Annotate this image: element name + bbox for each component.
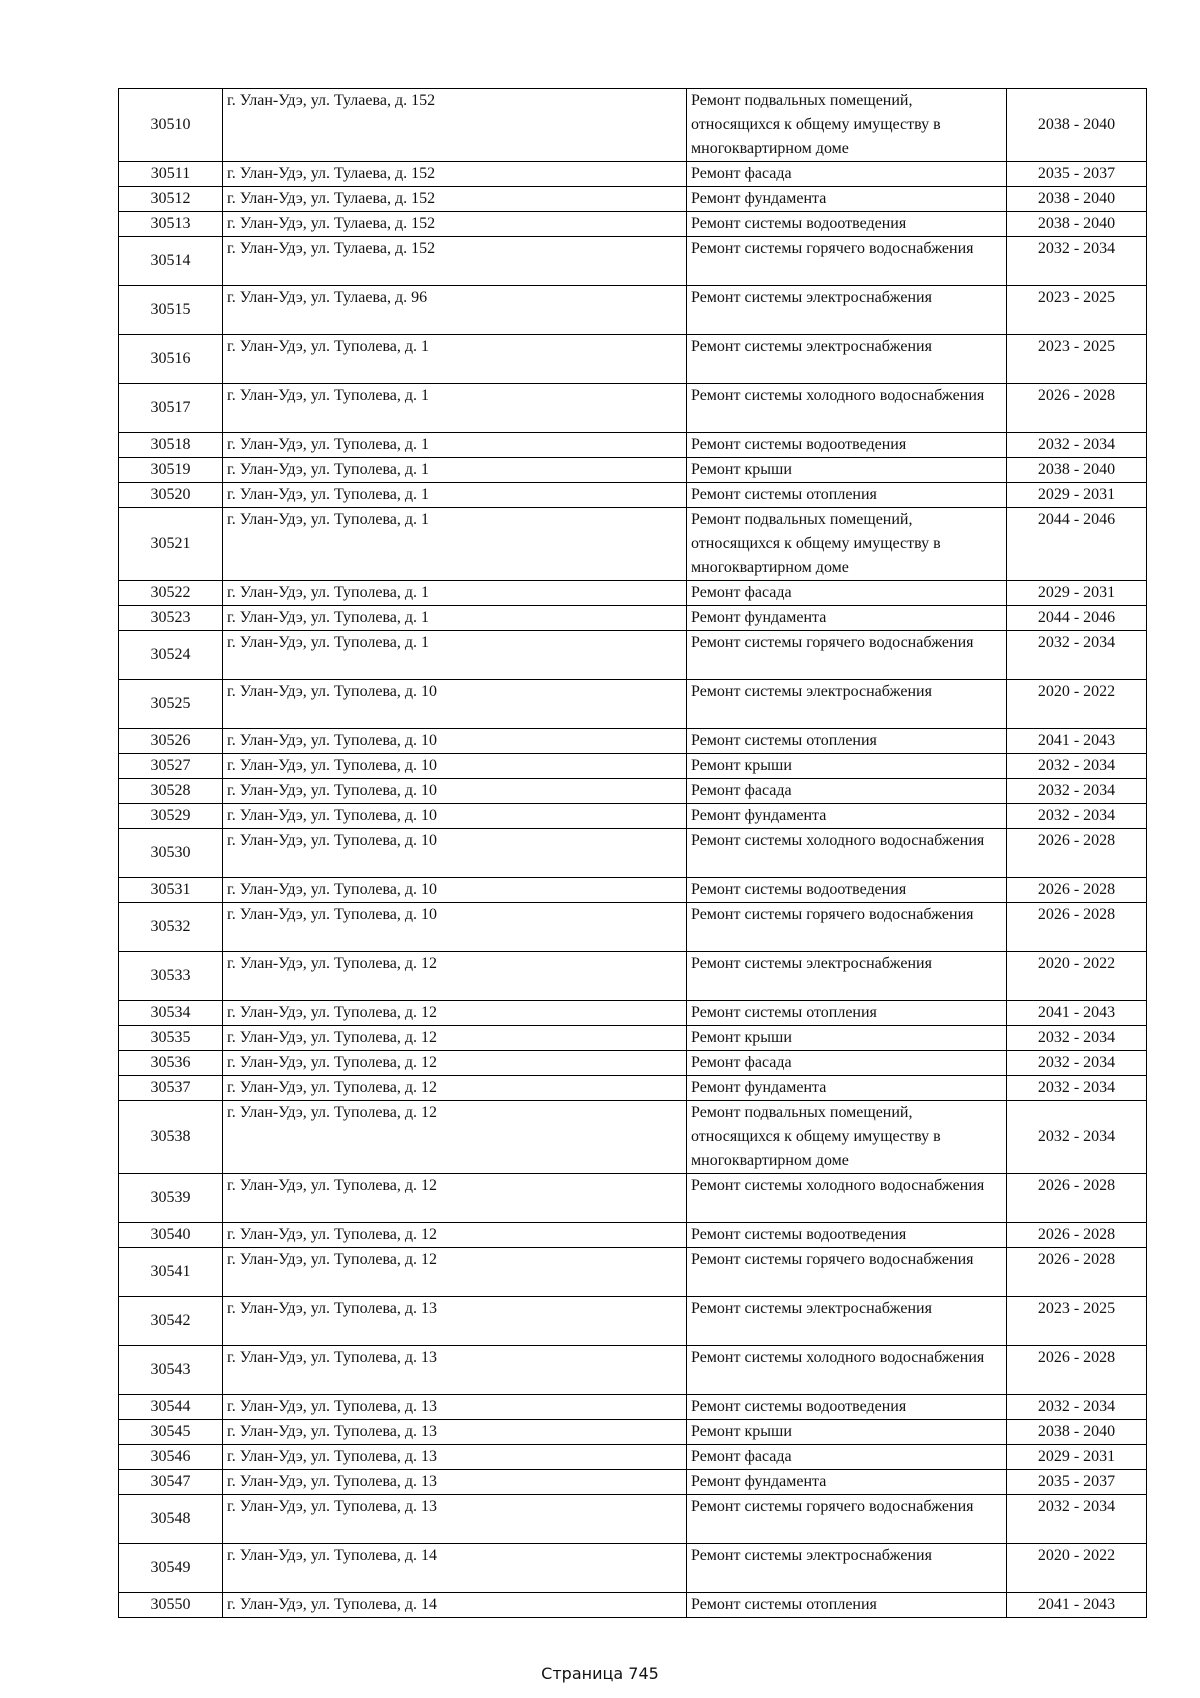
row-work-cell: Ремонт системы холодного водоснабжения <box>687 384 1007 433</box>
row-address-cell: г. Улан-Удэ, ул. Туполева, д. 10 <box>223 754 687 779</box>
table-row <box>119 1495 1147 1544</box>
table-row <box>119 1470 1147 1495</box>
table-row <box>119 754 1147 779</box>
row-period-cell: 2032 - 2034 <box>1007 1051 1147 1076</box>
table-row <box>119 903 1147 952</box>
row-id-cell: 30545 <box>119 1420 223 1445</box>
row-work-cell: Ремонт системы электроснабжения <box>687 286 1007 335</box>
row-period-cell: 2023 - 2025 <box>1007 335 1147 384</box>
row-address-cell: г. Улан-Удэ, ул. Тулаева, д. 152 <box>223 212 687 237</box>
row-address-cell: г. Улан-Удэ, ул. Туполева, д. 10 <box>223 729 687 754</box>
row-work-cell: Ремонт системы горячего водоснабжения <box>687 903 1007 952</box>
row-period-cell: 2026 - 2028 <box>1007 878 1147 903</box>
row-id-cell: 30514 <box>119 237 223 286</box>
row-id-cell: 30522 <box>119 581 223 606</box>
row-address-cell: г. Улан-Удэ, ул. Тулаева, д. 152 <box>223 187 687 212</box>
table-row <box>119 237 1147 286</box>
row-period-cell: 2032 - 2034 <box>1007 1026 1147 1051</box>
row-id-cell: 30533 <box>119 952 223 1001</box>
row-work-cell: Ремонт системы электроснабжения <box>687 335 1007 384</box>
table-row <box>119 458 1147 483</box>
row-work-cell: Ремонт системы отопления <box>687 1593 1007 1618</box>
row-work-cell: Ремонт фасада <box>687 581 1007 606</box>
row-work-cell: Ремонт системы водоотведения <box>687 433 1007 458</box>
row-period-cell: 2029 - 2031 <box>1007 1445 1147 1470</box>
row-work-cell: Ремонт системы холодного водоснабжения <box>687 829 1007 878</box>
row-period-cell: 2029 - 2031 <box>1007 581 1147 606</box>
row-address-cell: г. Улан-Удэ, ул. Тулаева, д. 152 <box>223 89 687 162</box>
row-work-cell: Ремонт системы электроснабжения <box>687 1297 1007 1346</box>
table-row <box>119 878 1147 903</box>
row-id-cell: 30550 <box>119 1593 223 1618</box>
table-row <box>119 483 1147 508</box>
table-row <box>119 1544 1147 1593</box>
row-period-cell: 2032 - 2034 <box>1007 237 1147 286</box>
row-period-cell: 2026 - 2028 <box>1007 829 1147 878</box>
row-id-cell: 30546 <box>119 1445 223 1470</box>
row-id-cell: 30549 <box>119 1544 223 1593</box>
row-id-cell: 30528 <box>119 779 223 804</box>
row-id-cell: 30510 <box>119 89 223 162</box>
row-address-cell: г. Улан-Удэ, ул. Туполева, д. 1 <box>223 581 687 606</box>
row-address-cell: г. Улан-Удэ, ул. Туполева, д. 12 <box>223 1101 687 1174</box>
row-work-cell: Ремонт системы водоотведения <box>687 1223 1007 1248</box>
row-work-cell: Ремонт системы водоотведения <box>687 878 1007 903</box>
row-period-cell: 2041 - 2043 <box>1007 1001 1147 1026</box>
table-row <box>119 1445 1147 1470</box>
table-row <box>119 829 1147 878</box>
table-row <box>119 1174 1147 1223</box>
row-work-cell: Ремонт системы электроснабжения <box>687 1544 1007 1593</box>
row-period-cell: 2038 - 2040 <box>1007 212 1147 237</box>
row-id-cell: 30523 <box>119 606 223 631</box>
row-id-cell: 30535 <box>119 1026 223 1051</box>
row-address-cell: г. Улан-Удэ, ул. Туполева, д. 14 <box>223 1544 687 1593</box>
row-id-cell: 30527 <box>119 754 223 779</box>
row-period-cell: 2032 - 2034 <box>1007 1395 1147 1420</box>
row-period-cell: 2032 - 2034 <box>1007 1495 1147 1544</box>
row-id-cell: 30511 <box>119 162 223 187</box>
row-period-cell: 2044 - 2046 <box>1007 606 1147 631</box>
row-id-cell: 30530 <box>119 829 223 878</box>
table-row <box>119 631 1147 680</box>
row-work-cell: Ремонт фундамента <box>687 606 1007 631</box>
row-work-cell: Ремонт системы водоотведения <box>687 1395 1007 1420</box>
row-work-cell: Ремонт системы электроснабжения <box>687 952 1007 1001</box>
row-address-cell: г. Улан-Удэ, ул. Туполева, д. 1 <box>223 631 687 680</box>
row-period-cell: 2032 - 2034 <box>1007 433 1147 458</box>
row-address-cell: г. Улан-Удэ, ул. Туполева, д. 1 <box>223 384 687 433</box>
row-address-cell: г. Улан-Удэ, ул. Туполева, д. 10 <box>223 903 687 952</box>
row-address-cell: г. Улан-Удэ, ул. Туполева, д. 12 <box>223 1174 687 1223</box>
row-id-cell: 30515 <box>119 286 223 335</box>
table-row <box>119 1395 1147 1420</box>
row-period-cell: 2041 - 2043 <box>1007 729 1147 754</box>
row-period-cell: 2032 - 2034 <box>1007 804 1147 829</box>
row-id-cell: 30518 <box>119 433 223 458</box>
table-row <box>119 1346 1147 1395</box>
row-address-cell: г. Улан-Удэ, ул. Туполева, д. 1 <box>223 483 687 508</box>
row-id-cell: 30516 <box>119 335 223 384</box>
table-row <box>119 729 1147 754</box>
row-id-cell: 30513 <box>119 212 223 237</box>
row-id-cell: 30544 <box>119 1395 223 1420</box>
row-address-cell: г. Улан-Удэ, ул. Туполева, д. 10 <box>223 829 687 878</box>
row-address-cell: г. Улан-Удэ, ул. Туполева, д. 12 <box>223 952 687 1001</box>
row-work-cell: Ремонт фасада <box>687 1051 1007 1076</box>
row-id-cell: 30519 <box>119 458 223 483</box>
row-period-cell: 2038 - 2040 <box>1007 89 1147 162</box>
row-id-cell: 30541 <box>119 1248 223 1297</box>
row-work-cell: Ремонт подвальных помещений, относящихся к общему имуществу в многоквартирном доме <box>687 508 1007 581</box>
row-work-cell: Ремонт системы водоотведения <box>687 212 1007 237</box>
row-id-cell: 30532 <box>119 903 223 952</box>
row-period-cell: 2044 - 2046 <box>1007 508 1147 581</box>
row-period-cell: 2023 - 2025 <box>1007 286 1147 335</box>
row-period-cell: 2032 - 2034 <box>1007 754 1147 779</box>
row-work-cell: Ремонт системы отопления <box>687 729 1007 754</box>
row-id-cell: 30524 <box>119 631 223 680</box>
row-id-cell: 30534 <box>119 1001 223 1026</box>
row-id-cell: 30517 <box>119 384 223 433</box>
row-id-cell: 30538 <box>119 1101 223 1174</box>
row-address-cell: г. Улан-Удэ, ул. Туполева, д. 13 <box>223 1420 687 1445</box>
row-period-cell: 2020 - 2022 <box>1007 952 1147 1001</box>
row-period-cell: 2026 - 2028 <box>1007 1346 1147 1395</box>
row-work-cell: Ремонт крыши <box>687 1026 1007 1051</box>
row-period-cell: 2038 - 2040 <box>1007 1420 1147 1445</box>
row-id-cell: 30536 <box>119 1051 223 1076</box>
row-address-cell: г. Улан-Удэ, ул. Тулаева, д. 96 <box>223 286 687 335</box>
table-row <box>119 162 1147 187</box>
row-period-cell: 2026 - 2028 <box>1007 1248 1147 1297</box>
row-address-cell: г. Улан-Удэ, ул. Туполева, д. 10 <box>223 804 687 829</box>
row-address-cell: г. Улан-Удэ, ул. Туполева, д. 13 <box>223 1470 687 1495</box>
row-address-cell: г. Улан-Удэ, ул. Туполева, д. 12 <box>223 1076 687 1101</box>
row-address-cell: г. Улан-Удэ, ул. Туполева, д. 13 <box>223 1297 687 1346</box>
table-row <box>119 952 1147 1001</box>
row-work-cell: Ремонт подвальных помещений, относящихся к общему имуществу в многоквартирном доме <box>687 1101 1007 1174</box>
row-address-cell: г. Улан-Удэ, ул. Туполева, д. 12 <box>223 1223 687 1248</box>
table-row <box>119 1051 1147 1076</box>
table-row <box>119 680 1147 729</box>
row-work-cell: Ремонт системы горячего водоснабжения <box>687 1495 1007 1544</box>
page-number: Страница 745 <box>541 1664 659 1683</box>
row-address-cell: г. Улан-Удэ, ул. Туполева, д. 1 <box>223 433 687 458</box>
row-address-cell: г. Улан-Удэ, ул. Туполева, д. 1 <box>223 508 687 581</box>
row-work-cell: Ремонт фундамента <box>687 1470 1007 1495</box>
table-row <box>119 1223 1147 1248</box>
row-work-cell: Ремонт системы горячего водоснабжения <box>687 631 1007 680</box>
row-address-cell: г. Улан-Удэ, ул. Тулаева, д. 152 <box>223 237 687 286</box>
row-address-cell: г. Улан-Удэ, ул. Туполева, д. 10 <box>223 680 687 729</box>
row-work-cell: Ремонт системы горячего водоснабжения <box>687 237 1007 286</box>
row-work-cell: Ремонт системы холодного водоснабжения <box>687 1174 1007 1223</box>
table-row <box>119 335 1147 384</box>
row-period-cell: 2032 - 2034 <box>1007 631 1147 680</box>
row-period-cell: 2041 - 2043 <box>1007 1593 1147 1618</box>
row-id-cell: 30539 <box>119 1174 223 1223</box>
row-id-cell: 30547 <box>119 1470 223 1495</box>
row-work-cell: Ремонт крыши <box>687 458 1007 483</box>
row-work-cell: Ремонт системы горячего водоснабжения <box>687 1248 1007 1297</box>
document-table-area <box>118 88 1147 1618</box>
row-work-cell: Ремонт фундамента <box>687 187 1007 212</box>
row-id-cell: 30531 <box>119 878 223 903</box>
row-work-cell: Ремонт крыши <box>687 1420 1007 1445</box>
row-period-cell: 2032 - 2034 <box>1007 1076 1147 1101</box>
row-id-cell: 30548 <box>119 1495 223 1544</box>
row-work-cell: Ремонт подвальных помещений, относящихся к общему имуществу в многоквартирном доме <box>687 89 1007 162</box>
table-row <box>119 89 1147 162</box>
table-row <box>119 384 1147 433</box>
row-period-cell: 2038 - 2040 <box>1007 187 1147 212</box>
row-address-cell: г. Улан-Удэ, ул. Туполева, д. 12 <box>223 1248 687 1297</box>
row-address-cell: г. Улан-Удэ, ул. Туполева, д. 12 <box>223 1026 687 1051</box>
row-address-cell: г. Улан-Удэ, ул. Туполева, д. 1 <box>223 335 687 384</box>
table-body <box>119 89 1147 1618</box>
row-period-cell: 2023 - 2025 <box>1007 1297 1147 1346</box>
row-work-cell: Ремонт фундамента <box>687 804 1007 829</box>
row-work-cell: Ремонт системы холодного водоснабжения <box>687 1346 1007 1395</box>
row-period-cell: 2020 - 2022 <box>1007 1544 1147 1593</box>
row-id-cell: 30521 <box>119 508 223 581</box>
row-period-cell: 2026 - 2028 <box>1007 1223 1147 1248</box>
row-id-cell: 30520 <box>119 483 223 508</box>
table-row <box>119 1593 1147 1618</box>
row-address-cell: г. Улан-Удэ, ул. Туполева, д. 10 <box>223 878 687 903</box>
row-address-cell: г. Улан-Удэ, ул. Туполева, д. 13 <box>223 1495 687 1544</box>
row-work-cell: Ремонт фасада <box>687 779 1007 804</box>
row-address-cell: г. Улан-Удэ, ул. Туполева, д. 1 <box>223 458 687 483</box>
table-row <box>119 779 1147 804</box>
table-row <box>119 1248 1147 1297</box>
table-row <box>119 1001 1147 1026</box>
row-period-cell: 2026 - 2028 <box>1007 903 1147 952</box>
row-work-cell: Ремонт фасада <box>687 1445 1007 1470</box>
row-work-cell: Ремонт крыши <box>687 754 1007 779</box>
table-row <box>119 433 1147 458</box>
row-address-cell: г. Улан-Удэ, ул. Туполева, д. 13 <box>223 1346 687 1395</box>
row-work-cell: Ремонт системы электроснабжения <box>687 680 1007 729</box>
row-id-cell: 30526 <box>119 729 223 754</box>
row-period-cell: 2032 - 2034 <box>1007 779 1147 804</box>
row-address-cell: г. Улан-Удэ, ул. Туполева, д. 10 <box>223 779 687 804</box>
table-row <box>119 1297 1147 1346</box>
table-row <box>119 606 1147 631</box>
table-row <box>119 1026 1147 1051</box>
row-id-cell: 30543 <box>119 1346 223 1395</box>
row-period-cell: 2026 - 2028 <box>1007 384 1147 433</box>
row-period-cell: 2035 - 2037 <box>1007 1470 1147 1495</box>
row-period-cell: 2026 - 2028 <box>1007 1174 1147 1223</box>
table-row <box>119 212 1147 237</box>
row-period-cell: 2038 - 2040 <box>1007 458 1147 483</box>
row-work-cell: Ремонт системы отопления <box>687 1001 1007 1026</box>
table-row <box>119 508 1147 581</box>
row-period-cell: 2029 - 2031 <box>1007 483 1147 508</box>
table-row <box>119 804 1147 829</box>
row-period-cell: 2032 - 2034 <box>1007 1101 1147 1174</box>
row-id-cell: 30525 <box>119 680 223 729</box>
capital-repair-table <box>118 88 1147 1618</box>
row-address-cell: г. Улан-Удэ, ул. Туполева, д. 14 <box>223 1593 687 1618</box>
table-row <box>119 1076 1147 1101</box>
row-work-cell: Ремонт фундамента <box>687 1076 1007 1101</box>
table-row <box>119 581 1147 606</box>
table-row <box>119 187 1147 212</box>
row-address-cell: г. Улан-Удэ, ул. Туполева, д. 13 <box>223 1395 687 1420</box>
table-row <box>119 1101 1147 1174</box>
row-address-cell: г. Улан-Удэ, ул. Туполева, д. 12 <box>223 1001 687 1026</box>
row-address-cell: г. Улан-Удэ, ул. Туполева, д. 12 <box>223 1051 687 1076</box>
row-period-cell: 2035 - 2037 <box>1007 162 1147 187</box>
row-id-cell: 30529 <box>119 804 223 829</box>
row-address-cell: г. Улан-Удэ, ул. Туполева, д. 1 <box>223 606 687 631</box>
row-address-cell: г. Улан-Удэ, ул. Туполева, д. 13 <box>223 1445 687 1470</box>
row-id-cell: 30542 <box>119 1297 223 1346</box>
row-id-cell: 30537 <box>119 1076 223 1101</box>
row-work-cell: Ремонт системы отопления <box>687 483 1007 508</box>
table-row <box>119 286 1147 335</box>
row-period-cell: 2020 - 2022 <box>1007 680 1147 729</box>
row-id-cell: 30512 <box>119 187 223 212</box>
row-address-cell: г. Улан-Удэ, ул. Тулаева, д. 152 <box>223 162 687 187</box>
table-row <box>119 1420 1147 1445</box>
row-id-cell: 30540 <box>119 1223 223 1248</box>
row-work-cell: Ремонт фасада <box>687 162 1007 187</box>
